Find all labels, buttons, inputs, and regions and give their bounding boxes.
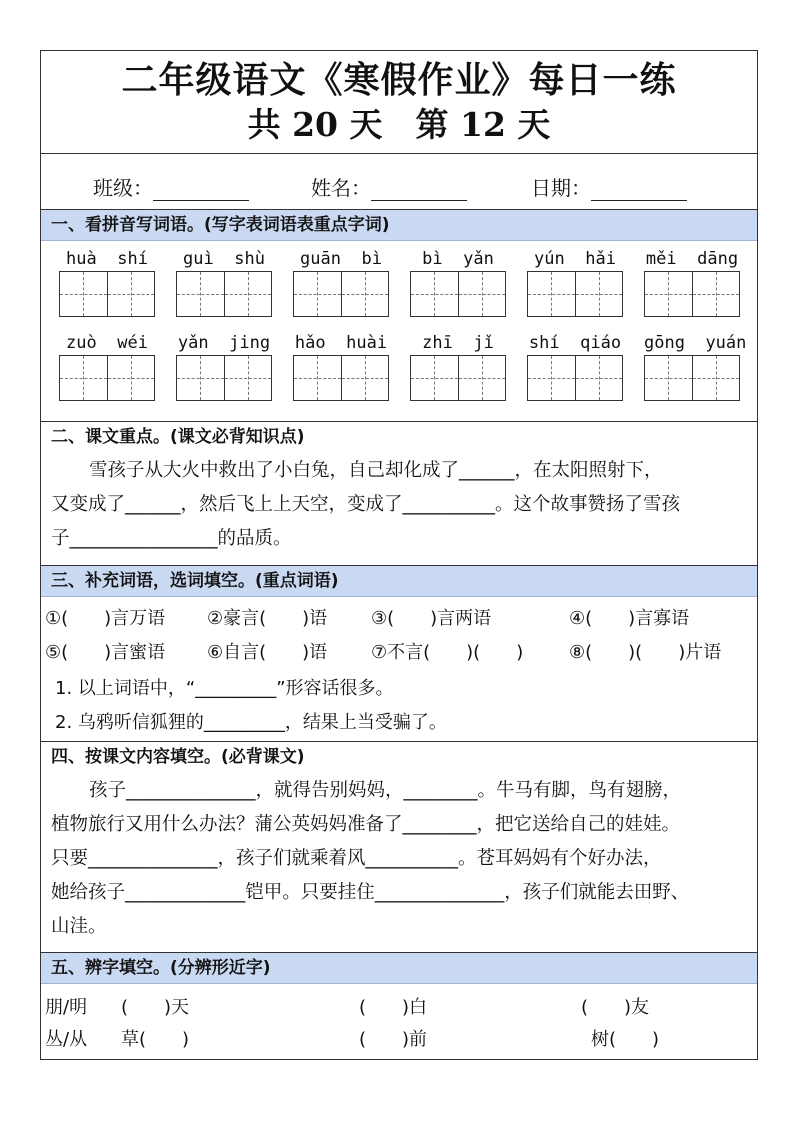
pinyin-label: gōng yuán [644, 333, 747, 353]
writing-cell[interactable] [693, 356, 740, 400]
fill-item[interactable]: 树( ) [591, 1029, 660, 1050]
pinyin-label: huà shí [66, 249, 148, 269]
pinyin-word [176, 331, 272, 401]
page-title: 二年级语文《寒假作业》每日一练 [121, 59, 677, 101]
writing-cell[interactable] [411, 272, 459, 316]
writing-cell[interactable] [60, 356, 108, 400]
text-line: 山洼。 [51, 916, 107, 937]
writing-grid[interactable] [176, 271, 272, 317]
pinyin-label: shí qiáo [528, 333, 622, 353]
question-1[interactable]: 1. 以上词语中，“_________”形容话很多。 [55, 678, 394, 699]
student-info [41, 154, 757, 210]
text-line: 孩子______________，就得告别妈妈，________。牛马有脚，鸟有翅膀， [89, 780, 682, 801]
section-fill-text [41, 742, 757, 953]
writing-cell[interactable] [576, 356, 623, 400]
writing-cell[interactable] [528, 272, 576, 316]
section-similar-chars [41, 953, 757, 1063]
writing-cell[interactable] [342, 272, 389, 316]
pinyin-grid [41, 241, 757, 421]
fill-item[interactable]: ( )白 [359, 997, 428, 1018]
text-line: 雪孩子从大火中救出了小白兔，自己却化成了______，在太阳照射下， [89, 460, 663, 481]
writing-grid[interactable] [293, 271, 389, 317]
writing-cell[interactable] [177, 356, 225, 400]
pinyin-word [410, 331, 506, 401]
pinyin-word [527, 331, 623, 401]
pinyin-label: yǎn jing [177, 333, 271, 353]
paragraph [41, 772, 757, 944]
pinyin-label: yún hǎi [534, 249, 616, 269]
writing-cell[interactable] [294, 356, 342, 400]
pinyin-word [59, 247, 155, 317]
text-line: 植物旅行又用什么办法？蒲公英妈妈准备了________，把它送给自己的娃娃。 [51, 814, 681, 835]
pinyin-label: měi dāng [645, 249, 739, 269]
pinyin-word [527, 247, 623, 317]
writing-grid[interactable] [176, 355, 272, 401]
writing-cell[interactable] [459, 356, 506, 400]
paragraph [41, 452, 757, 556]
pinyin-label: guān bì [300, 249, 382, 269]
idiom-item[interactable]: ③( )言两语 [371, 608, 492, 629]
writing-cell[interactable] [576, 272, 623, 316]
class-field[interactable] [93, 172, 249, 201]
writing-grid[interactable] [527, 355, 623, 401]
fill-item[interactable]: 草( ) [121, 1029, 190, 1050]
section-title: 三、补充词语，选词填空。(重点词语) [41, 566, 757, 597]
writing-grid[interactable] [410, 355, 506, 401]
pinyin-label: guì shù [183, 249, 265, 269]
writing-cell[interactable] [60, 272, 108, 316]
char-pair: 朋/明 [45, 997, 88, 1018]
writing-cell[interactable] [225, 356, 272, 400]
fill-item[interactable]: ( )天 [121, 997, 190, 1018]
section-pinyin [41, 210, 757, 422]
section-title: 一、看拼音写词语。(写字表词语表重点字词) [41, 210, 757, 241]
writing-grid[interactable] [527, 271, 623, 317]
name-label: 姓名： [311, 176, 371, 200]
writing-cell[interactable] [459, 272, 506, 316]
section-idioms [41, 566, 757, 742]
page-subtitle: 共 20 天 第 12 天 [247, 105, 551, 144]
writing-grid[interactable] [644, 271, 740, 317]
writing-grid[interactable] [59, 355, 155, 401]
class-label: 班级： [93, 176, 153, 200]
idiom-item[interactable]: ⑥自言( )语 [207, 642, 328, 663]
writing-cell[interactable] [177, 272, 225, 316]
pinyin-word [644, 331, 747, 401]
writing-cell[interactable] [693, 272, 740, 316]
date-label: 日期： [531, 176, 591, 200]
idiom-item[interactable]: ⑤( )言蜜语 [45, 642, 166, 663]
text-line: 只要______________，孩子们就乘着风__________。苍耳妈妈有个好办法， [51, 848, 662, 869]
pinyin-label: hǎo huài [294, 333, 388, 353]
section-key-text [41, 422, 757, 566]
writing-cell[interactable] [342, 356, 389, 400]
text-line: 子________________的品质。 [51, 528, 292, 549]
fill-item[interactable]: ( )前 [359, 1029, 428, 1050]
title-box [41, 51, 757, 154]
idiom-item[interactable]: ①( )言万语 [45, 608, 166, 629]
question-2[interactable]: 2. 乌鸦听信狐狸的_________，结果上当受骗了。 [55, 712, 447, 733]
writing-cell[interactable] [225, 272, 272, 316]
pinyin-label: bì yǎn [422, 249, 494, 269]
idiom-item[interactable]: ⑧( )( )片语 [569, 642, 722, 663]
writing-grid[interactable] [59, 271, 155, 317]
date-field[interactable] [531, 172, 687, 201]
section-title: 四、按课文内容填空。(必背课文) [41, 742, 757, 772]
text-line: 她给孩子_____________铠甲。只要挂住______________，孩子们就能去田野、 [51, 882, 690, 903]
writing-cell[interactable] [645, 356, 693, 400]
pinyin-word [293, 247, 389, 317]
writing-cell[interactable] [645, 272, 693, 316]
pinyin-word [59, 331, 155, 401]
idiom-item[interactable]: ④( )言寡语 [569, 608, 690, 629]
writing-cell[interactable] [528, 356, 576, 400]
idiom-item[interactable]: ②豪言( )语 [207, 608, 328, 629]
writing-grid[interactable] [410, 271, 506, 317]
text-line: 又变成了______，然后飞上上天空，变成了__________。这个故事赞扬了雪孩 [51, 494, 681, 515]
worksheet [40, 50, 758, 1060]
pinyin-label: zuò wéi [66, 333, 148, 353]
writing-grid[interactable] [293, 355, 389, 401]
writing-grid[interactable] [644, 355, 740, 401]
writing-cell[interactable] [108, 356, 155, 400]
section-title: 五、辨字填空。(分辨形近字) [41, 953, 757, 984]
pinyin-label: zhī jǐ [422, 333, 494, 353]
writing-cell[interactable] [108, 272, 155, 316]
pinyin-word [410, 247, 506, 317]
fill-item[interactable]: ( )友 [581, 997, 650, 1018]
name-field[interactable] [311, 172, 467, 201]
idiom-item[interactable]: ⑦不言( )( ) [371, 642, 524, 663]
char-pair: 丛/从 [45, 1029, 88, 1050]
pinyin-word [644, 247, 740, 317]
pinyin-word [293, 331, 389, 401]
pinyin-word [176, 247, 272, 317]
writing-cell[interactable] [294, 272, 342, 316]
section-title: 二、课文重点。(课文必背知识点) [41, 422, 757, 452]
writing-cell[interactable] [411, 356, 459, 400]
